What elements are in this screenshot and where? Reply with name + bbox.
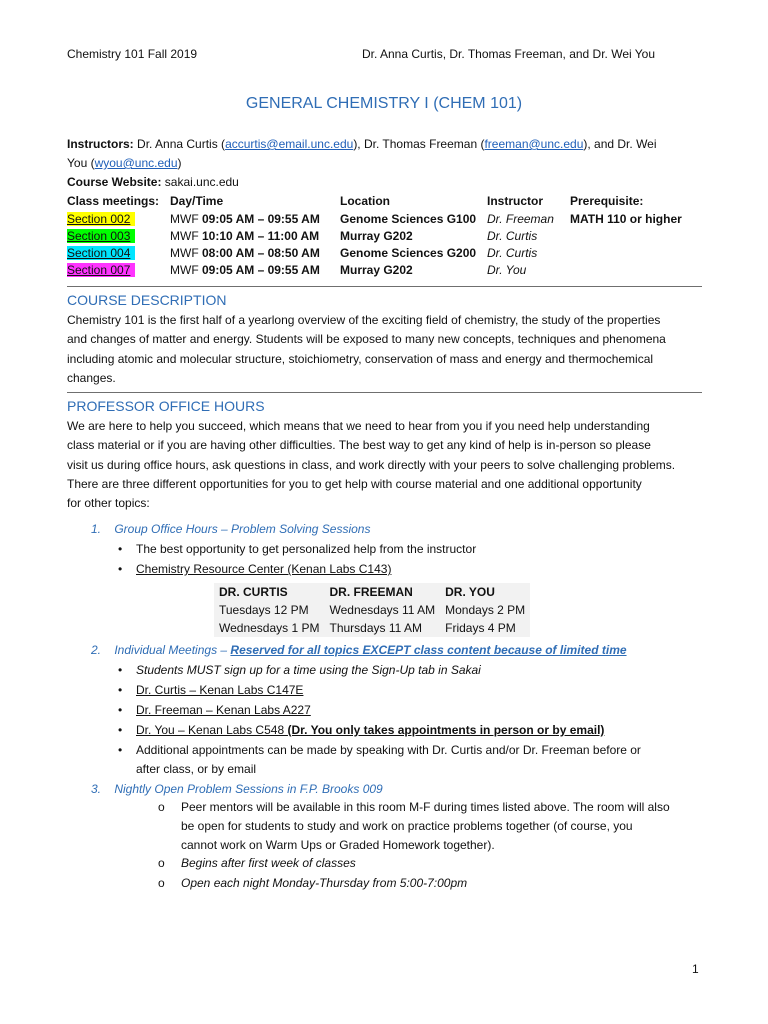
meetings-bullet-freeman: Dr. Freeman – Kenan Labs A227 [136, 703, 311, 717]
instructors-text-2: ), Dr. Thomas Freeman ( [353, 137, 485, 151]
section-004-hours: 08:00 AM – 08:50 AM [202, 246, 320, 260]
instructors-text-4: You ( [67, 156, 95, 170]
section-007-time [170, 263, 320, 277]
meetings-bullet-curtis: Dr. Curtis – Kenan Labs C147E [136, 683, 304, 697]
prerequisite-value: MATH 110 or higher [570, 212, 682, 226]
individual-meetings-note: Reserved for all topics EXCEPT class content because of limited time [230, 643, 627, 657]
table-cell: Wednesdays 11 AM [325, 601, 441, 619]
group-office-hours-title: 1. Group Office Hours – Problem Solving Sessions [91, 522, 371, 536]
bullet-glyph: • [118, 562, 123, 576]
office-hours-heading: PROFESSOR OFFICE HOURS [67, 398, 265, 414]
table-cell: Fridays 4 PM [440, 619, 530, 637]
nightly-sub-begins: Begins after first week of classes [181, 856, 356, 870]
header-instructors: Dr. Anna Curtis, Dr. Thomas Freeman, and Dr. Wei You [362, 47, 656, 61]
section-002-days: MWF [170, 212, 202, 226]
office-hours-table [214, 583, 530, 637]
table-row [214, 619, 530, 637]
section-004-time [170, 246, 320, 260]
email-link-you[interactable]: wyou@unc.edu [94, 156, 178, 170]
website-label: Course Website: [67, 175, 162, 189]
section-007-hours: 09:05 AM – 09:55 AM [202, 263, 320, 277]
section-003-hours: 10:10 AM – 11:00 AM [202, 229, 320, 243]
course-description-line: and changes of matter and energy. Students will be exposed to many new concepts, techniques and phenomena [67, 332, 666, 347]
website-value: sakai.unc.edu [161, 175, 239, 189]
bullet-glyph: • [118, 542, 123, 556]
instructors-label: Instructors: [67, 137, 134, 151]
section-002-location: Genome Sciences G100 [340, 212, 477, 226]
course-description-body [67, 311, 703, 388]
nightly-sub-peer-1: Peer mentors will be available in this room M-F during times listed above. The room will also [181, 800, 670, 814]
table-header-freeman: DR. FREEMAN [325, 583, 441, 601]
section-004-location: Genome Sciences G200 [340, 246, 477, 260]
instructors-text-3: ), and Dr. Wei [583, 137, 657, 151]
divider [67, 286, 702, 287]
section-003-location: Murray G202 [340, 229, 413, 243]
nightly-sub-peer-3: cannot work on Warm Ups or Graded Homework together). [181, 838, 495, 852]
course-description-line: Chemistry 101 is the first half of a yearlong overview of the exciting field of chemistry, the study of the properties [67, 313, 661, 327]
course-description-heading: COURSE DESCRIPTION [67, 292, 227, 308]
nightly-sub-peer-2: be open for students to study and work on practice problems together (of course, you [181, 819, 633, 833]
bullet-glyph: • [118, 723, 123, 737]
individual-meetings-label: 2. Individual Meetings – [91, 643, 231, 657]
office-hours-line: There are three different opportunities for you to get help with course material and one additional opportunity [67, 476, 642, 491]
table-cell: Wednesdays 1 PM [214, 619, 325, 637]
section-007-location: Murray G202 [340, 263, 413, 277]
section-002-label: Section 002 [67, 212, 135, 226]
schedule-header-daytime: Day/Time [170, 194, 224, 208]
table-cell: Tuesdays 12 PM [214, 601, 325, 619]
bullet-glyph: • [118, 703, 123, 717]
table-row [214, 601, 530, 619]
individual-meetings-title [91, 643, 627, 657]
group-bullet-personalized: The best opportunity to get personalized help from the instructor [136, 542, 477, 556]
section-004-instructor: Dr. Curtis [487, 246, 538, 260]
course-description-line: changes. [67, 370, 116, 385]
sub-bullet-glyph: o [158, 856, 165, 870]
email-link-freeman[interactable]: freeman@unc.edu [484, 137, 584, 151]
office-hours-table-header [214, 583, 530, 601]
section-003-instructor: Dr. Curtis [487, 229, 538, 243]
section-004-days: MWF [170, 246, 202, 260]
sub-bullet-glyph: o [158, 800, 165, 814]
instructors-line-2 [67, 156, 182, 170]
nightly-sub-open: Open each night Monday-Thursday from 5:00-7:00pm [181, 876, 468, 890]
section-003-days: MWF [170, 229, 202, 243]
section-002-instructor: Dr. Freeman [487, 212, 554, 226]
divider [67, 392, 702, 393]
meetings-you-location: Dr. You – Kenan Labs C548 [136, 723, 288, 737]
schedule-header-prerequisite: Prerequisite: [570, 194, 644, 208]
meetings-bullet-signup: Students MUST sign up for a time using the Sign-Up tab in Sakai [136, 663, 481, 677]
course-website [67, 175, 239, 189]
table-header-you: DR. YOU [440, 583, 530, 601]
schedule-header-location: Location [340, 194, 390, 208]
meetings-bullet-additional-2: after class, or by email [136, 762, 257, 776]
bullet-glyph: • [118, 743, 123, 757]
instructors-text-1: Dr. Anna Curtis ( [133, 137, 226, 151]
nightly-sessions-title: 3. Nightly Open Problem Sessions in F.P. Brooks 009 [91, 782, 383, 796]
email-link-curtis[interactable]: accurtis@email.unc.edu [225, 137, 354, 151]
meetings-bullet-you [136, 723, 604, 737]
group-bullet-resource-center: Chemistry Resource Center (Kenan Labs C143) [136, 562, 392, 576]
table-header-curtis: DR. CURTIS [214, 583, 325, 601]
office-hours-line: class material or if you are having other difficulties. The best way to get any kind of help is in-person so please [67, 438, 651, 453]
page-number: 1 [692, 962, 699, 976]
page-title: GENERAL CHEMISTRY I (CHEM 101) [245, 95, 523, 112]
section-002-time [170, 212, 320, 226]
section-007-label: Section 007 [67, 263, 135, 277]
meetings-bullet-additional-1: Additional appointments can be made by speaking with Dr. Curtis and/or Dr. Freeman before or [136, 743, 641, 757]
schedule-header-class-meetings: Class meetings: [67, 194, 160, 208]
course-description-line: including atomic and molecular structure, stoichiometry, conservation of mass and energy and thermochemical [67, 351, 654, 366]
table-cell: Mondays 2 PM [440, 601, 530, 619]
section-004-label: Section 004 [67, 246, 135, 260]
office-hours-line: We are here to help you succeed, which means that we need to hear from you if you need help understanding [67, 419, 650, 433]
office-hours-intro [67, 417, 703, 513]
section-007-instructor: Dr. You [487, 263, 527, 277]
table-cell: Thursdays 11 AM [325, 619, 441, 637]
office-hours-line: for other topics: [67, 496, 150, 511]
schedule-header-instructor: Instructor [487, 194, 544, 208]
sub-bullet-glyph: o [158, 876, 165, 890]
meetings-you-note: (Dr. You only takes appointments in person or by email) [287, 723, 605, 737]
instructors-line [67, 137, 657, 151]
office-hours-line: visit us during office hours, ask questions in class, and work directly with your peers to solve challenging problems. [67, 457, 676, 472]
bullet-glyph: • [118, 663, 123, 677]
section-007-days: MWF [170, 263, 202, 277]
section-002-hours: 09:05 AM – 09:55 AM [202, 212, 320, 226]
bullet-glyph: • [118, 683, 123, 697]
instructors-text-5: ) [177, 156, 182, 170]
section-003-time [170, 229, 319, 243]
section-003-label: Section 003 [67, 229, 135, 243]
header-course: Chemistry 101 Fall 2019 [67, 47, 198, 61]
